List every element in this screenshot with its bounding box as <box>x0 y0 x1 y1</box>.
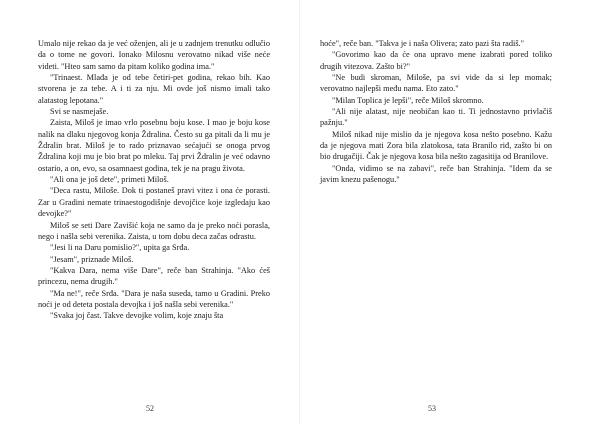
paragraph: Miloš se seti Dare Zavišić koja ne samo da je preko noći porasla, nego i našla sebi verenika. Zaista, u tom dobu deca začas odrastu. <box>38 220 270 241</box>
right-page-text <box>320 38 552 185</box>
paragraph: "Govorimo kao da će ona upravo mene izabrati pored toliko drugih vitezova. Zašto bi?" <box>320 50 552 71</box>
paragraph: "Onda, vidimo se na zabavi", reče ban Strahinja. "Idem da se javim knezu pašenogu." <box>320 163 552 185</box>
paragraph: "Milan Toplica je lepši", reče Miloš skromno. <box>332 95 484 105</box>
paragraph: "Trinaest. Mlađa je od tebe četiri-pet godina, rekao bih. Kao stvorena je za tebe. A i ti za nju. Mi ovde još nismo imali tako alatastog lepotana." <box>38 73 270 105</box>
paragraph: "Ne budi skroman, Miloše, pa svi vide da si lep momak; verovatno najlepši među nama. Eto zato." <box>320 73 552 94</box>
paragraph: Miloš nikad nije mislio da je njegova kosa nešto posebno. Kažu da je njegova mati Zora bila zlatokosa, tata Branilo riđ, zašto bi on bio drugačiji. Čak je njegova kosa bila nešto zagasitija od Branilove. <box>320 129 552 162</box>
paragraph: "Ma ne!", reče Srđa. "Dara je naša suseda, tamo u Gradini. Preko noći je od deteta postala devojka i još našla sebi verenika." <box>38 288 270 309</box>
paragraph: "Svaka joj čast. Takve devojke volim, koje znaju šta <box>50 311 224 321</box>
right-page <box>300 0 600 424</box>
page-number: 53 <box>428 404 436 413</box>
paragraph: hoće", reče ban. "Takva je i naša Olivera; zato pazi šta radiš." <box>320 39 525 48</box>
paragraph: "Jesi li na Daru pomislio?", upita ga Srđa. <box>50 243 190 253</box>
paragraph: "Jesam", priznade Miloš. <box>50 254 134 264</box>
paragraph: "Kakva Dara, nema više Dare", reče ban Strahinja. "Ako ćeš princezu, nema drugih." <box>38 265 270 287</box>
left-page-text <box>38 38 270 322</box>
paragraph: "Ali nije alatast, nije neobičan kao ti. Ti jednostavno privlačiš pažnju." <box>320 107 552 128</box>
paragraph: "Ali ona je još dete", primeti Miloš. <box>50 175 169 185</box>
paragraph: Umalo nije rekao da je već oženjen, ali je u zadnjem trenutku odlučio da o tome ne govori. Ionako Milosnu verovatno nikad više neće videti. "Hteo sam samo da pitam koliko godina ima." <box>38 39 270 71</box>
paragraph: "Deca rastu, Miloše. Dok ti postaneš pravi vitez i ona će porasti. Zar u Gradini nemate trinaestogodišnje devojčice koje izgledaju kao devojke?" <box>38 186 270 219</box>
paragraph: Svi se nasmejaše. <box>50 107 109 117</box>
paragraph: Zaista, Miloš je imao vrlo posebnu boju kose. I mao je boju kose nalik na dlaku njegovog konja Ždralina. Često su ga pitali da li mu je Ždralin brat. Miloš je to rado priznavao sećajući se onoga prvog Ždralina koji mu je bio brat po mleku. Taj prvi Ždralin je već odavno ostario, a on, evo, sa osamnaest godina, tek je na pragu života. <box>38 118 270 173</box>
page-number: 52 <box>146 404 154 413</box>
